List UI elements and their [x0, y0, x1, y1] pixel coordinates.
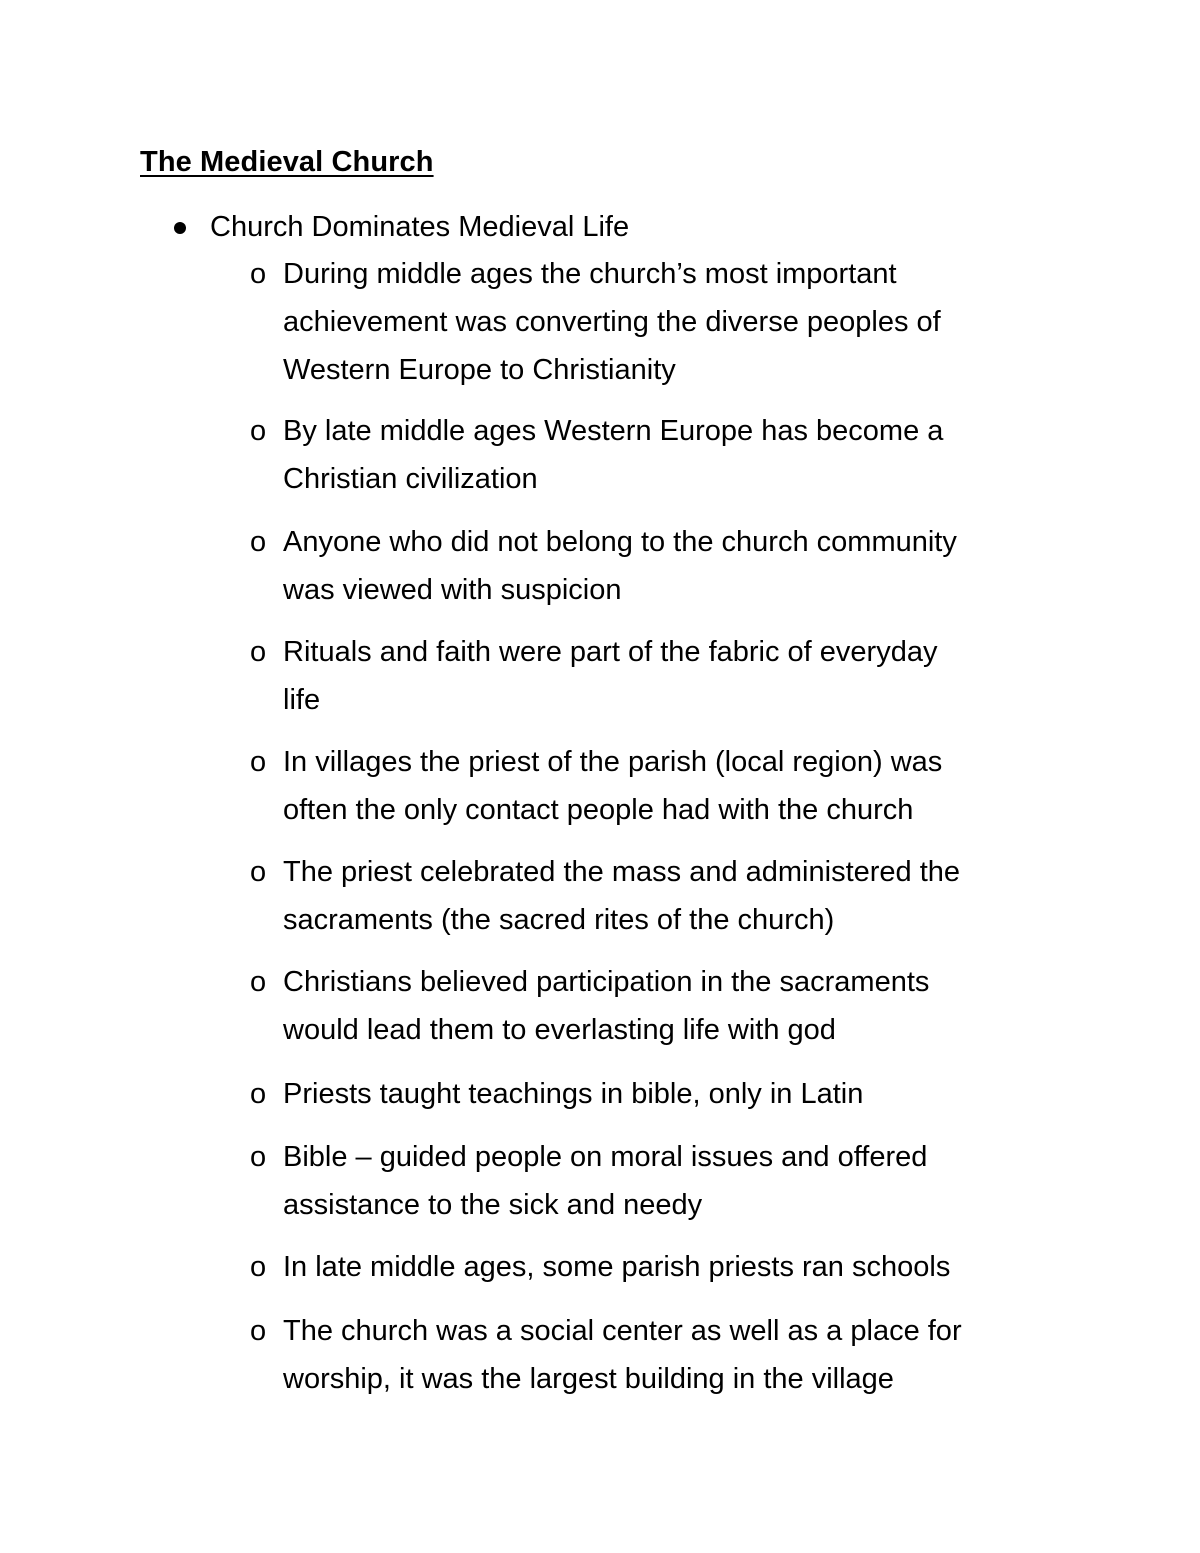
list-item-text: Christians believed participation in the sacraments would lead them to everlasting life with god [283, 966, 930, 1046]
list-item-text: Bible – guided people on moral issues and offered assistance to the sick and needy [283, 1141, 928, 1221]
circle-bullet-icon: o [250, 1078, 267, 1110]
list-item-text: Rituals and faith were part of the fabric of everyday life [283, 636, 938, 716]
circle-bullet-icon: o [250, 1251, 267, 1283]
circle-bullet-icon: o [250, 526, 267, 558]
circle-bullet-icon: o [250, 1141, 267, 1173]
circle-bullet-icon: o [250, 258, 267, 290]
bullet-icon [174, 222, 186, 234]
section-heading: Church Dominates Medieval Life [210, 211, 630, 243]
circle-bullet-icon: o [250, 636, 267, 668]
list-item-text: The church was a social center as well as a place for worship, it was the largest building in the village [283, 1315, 962, 1395]
page-title: The Medieval Church [140, 146, 434, 178]
circle-bullet-icon: o [250, 746, 267, 778]
circle-bullet-icon: o [250, 415, 267, 447]
list-item-text: Anyone who did not belong to the church community was viewed with suspicion [283, 526, 957, 606]
circle-bullet-icon: o [250, 856, 267, 888]
list-item-text: By late middle ages Western Europe has become a Christian civilization [283, 415, 944, 495]
circle-bullet-icon: o [250, 1315, 267, 1347]
list-item-text: In late middle ages, some parish priests ran schools [283, 1251, 951, 1283]
list-item-text: Priests taught teachings in bible, only in Latin [283, 1078, 864, 1110]
list-item-text: In villages the priest of the parish (local region) was often the only contact people had with the church [283, 746, 943, 826]
circle-bullet-icon: o [250, 966, 267, 998]
list-item-text: During middle ages the church’s most important achievement was converting the diverse peoples of Western Europe to Christianity [283, 258, 941, 386]
list-item-text: The priest celebrated the mass and administered the sacraments (the sacred rites of the church) [283, 856, 961, 936]
